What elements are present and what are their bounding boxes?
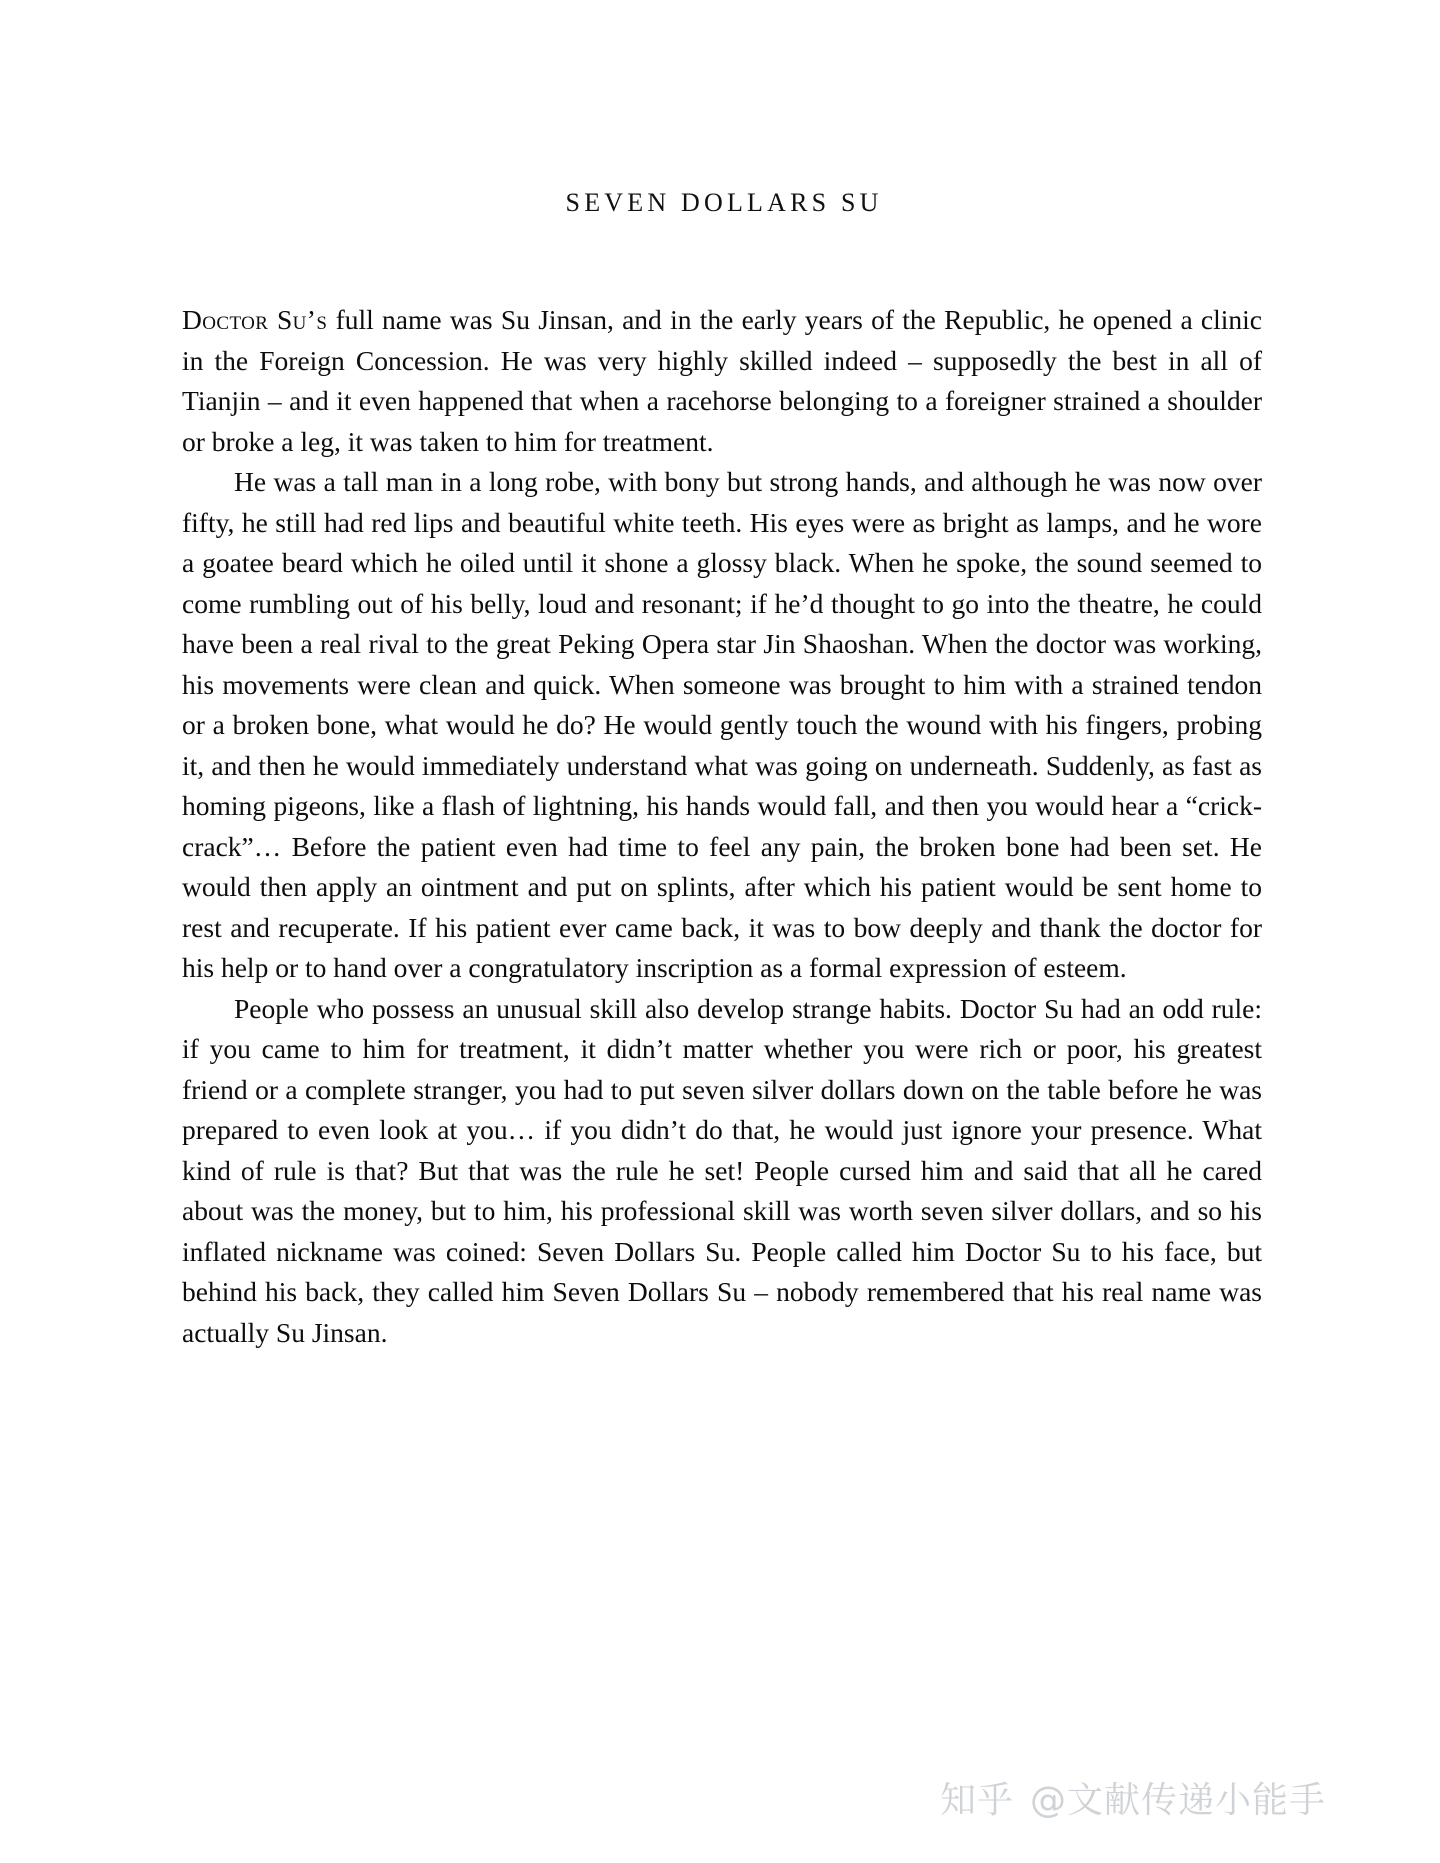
paragraph-3-text: People who possess an unusual skill also develop strange habits. Doctor Su had an odd rule: if you came to him for treatment, it didn’t matter whether you were rich or poor, his greatest friend or a complete stranger, you had to put seven silver dollars down on the table before he was prepared to even look at you… if you didn’t do that, he would just ignore your presence. What kind of rule is that? But that was the rule he set! People cursed him and said that all he cared about was the money, but to him, his professional skill was worth seven silver dollars, and so his inflated nickname was coined: Seven Dollars Su. People called him Doctor Su to his face, but behind his back, they called him Seven Dollars Su – nobody remembered that his real name was actually Su Jinsan. (182, 992, 1262, 1348)
paragraph-3 (182, 989, 1262, 1354)
paragraph-1-lead-smallcaps: Doctor Su’s (182, 304, 328, 335)
paragraph-1-text: full name was Su Jinsan, and in the early years of the Republic, he opened a clinic in the Foreign Concession. He was very highly skilled indeed – supposedly the best in all of Tianjin – and it even happened that when a racehorse belonging to a foreigner strained a shoulder or broke a leg, it was taken to him for treatment. (182, 304, 1262, 457)
body-text (182, 300, 1262, 1353)
page-content (182, 0, 1262, 1353)
watermark (940, 1772, 1326, 1823)
paragraph-2-text: He was a tall man in a long robe, with bony but strong hands, and although he was now over fifty, he still had red lips and beautiful white teeth. His eyes were as bright as lamps, and he wore a goatee beard which he oiled until it shone a glossy black. When he spoke, the sound seemed to come rumbling out of his belly, loud and resonant; if he’d thought to go into the theatre, he could have been a real rival to the great Peking Opera star Jin Shaoshan. When the doctor was working, his movements were clean and quick. When someone was brought to him with a strained tendon or a broken bone, what would he do? He would gently touch the wound with his fingers, probing it, and then he would immediately understand what was going on underneath. Suddenly, as fast as homing pigeons, like a flash of lightning, his hands would fall, and then you would hear a “crick-crack”… Before the patient even had time to feel any pain, the broken bone had been set. He would then apply an ointment and put on splints, after which his patient would be sent home to rest and recuperate. If his patient ever came back, it was to bow deeply and thank the doctor for his help or to hand over a congratulatory inscription as a formal expression of esteem. (182, 466, 1262, 983)
paragraph-1 (182, 300, 1262, 462)
page-title: SEVEN DOLLARS SU (565, 188, 883, 217)
paragraph-2 (182, 462, 1262, 989)
watermark-brand: 知乎 (940, 1780, 1015, 1821)
watermark-handle: @文献传递小能手 (1030, 1780, 1327, 1821)
